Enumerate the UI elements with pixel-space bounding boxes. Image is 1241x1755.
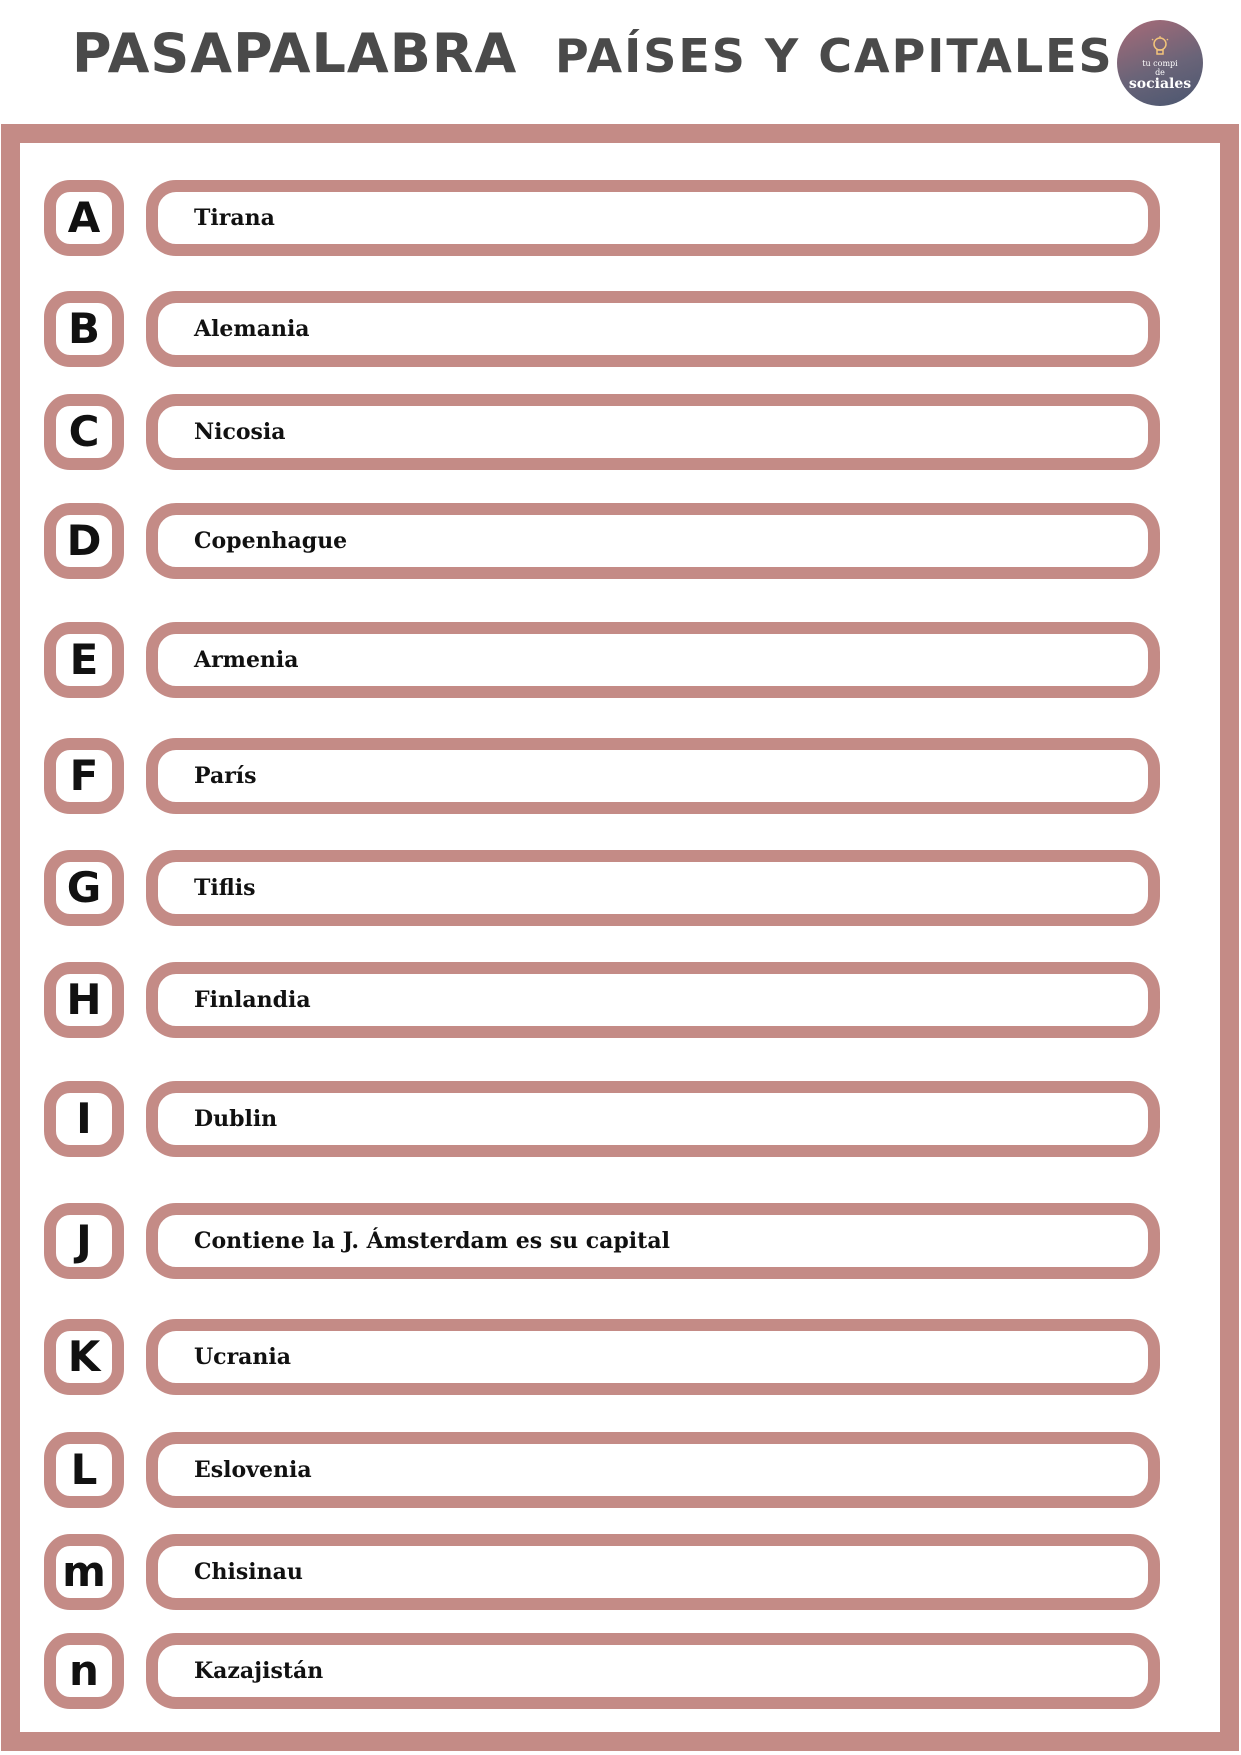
answer-field: Finlandia (146, 962, 1160, 1038)
answer-field: Alemania (146, 291, 1160, 367)
page-subtitle: PAÍSES Y CAPITALES (555, 29, 1114, 83)
list-item (0, 850, 1241, 926)
letter-badge: H (44, 962, 124, 1038)
list-item (0, 962, 1241, 1038)
letter-badge: L (44, 1432, 124, 1508)
answer-field: Tiflis (146, 850, 1160, 926)
answer-field: Tirana (146, 180, 1160, 256)
letter-badge: m (44, 1534, 124, 1610)
list-item (0, 738, 1241, 814)
answer-field: Eslovenia (146, 1432, 1160, 1508)
list-item (0, 394, 1241, 470)
logo-text-3: sociales (1128, 75, 1192, 92)
list-item (0, 1081, 1241, 1157)
answer-field: Dublin (146, 1081, 1160, 1157)
answer-field: Ucrania (146, 1319, 1160, 1395)
list-item (0, 180, 1241, 256)
answer-field: Chisinau (146, 1534, 1160, 1610)
letter-badge: C (44, 394, 124, 470)
letter-badge: G (44, 850, 124, 926)
answer-field: Armenia (146, 622, 1160, 698)
letter-badge: A (44, 180, 124, 256)
brand-logo (1117, 20, 1203, 106)
lightbulb-icon (1150, 36, 1170, 58)
letter-badge: J (44, 1203, 124, 1279)
letter-badge: I (44, 1081, 124, 1157)
answer-field: Nicosia (146, 394, 1160, 470)
answer-field: Contiene la J. Ámsterdam es su capital (146, 1203, 1160, 1279)
list-item (0, 1633, 1241, 1709)
list-item (0, 1203, 1241, 1279)
letter-badge: E (44, 622, 124, 698)
letter-badge: n (44, 1633, 124, 1709)
letter-badge: K (44, 1319, 124, 1395)
list-item (0, 291, 1241, 367)
list-item (0, 1534, 1241, 1610)
answer-field: Kazajistán (146, 1633, 1160, 1709)
answer-field: Copenhague (146, 503, 1160, 579)
list-item (0, 622, 1241, 698)
list-item (0, 503, 1241, 579)
list-item (0, 1319, 1241, 1395)
page-title: PASAPALABRA (72, 22, 518, 85)
answer-field: París (146, 738, 1160, 814)
list-item (0, 1432, 1241, 1508)
letter-badge: B (44, 291, 124, 367)
logo-text-2: de (1155, 67, 1165, 77)
letter-badge: D (44, 503, 124, 579)
letter-badge: F (44, 738, 124, 814)
logo-text-1: tu compi (1142, 58, 1178, 68)
